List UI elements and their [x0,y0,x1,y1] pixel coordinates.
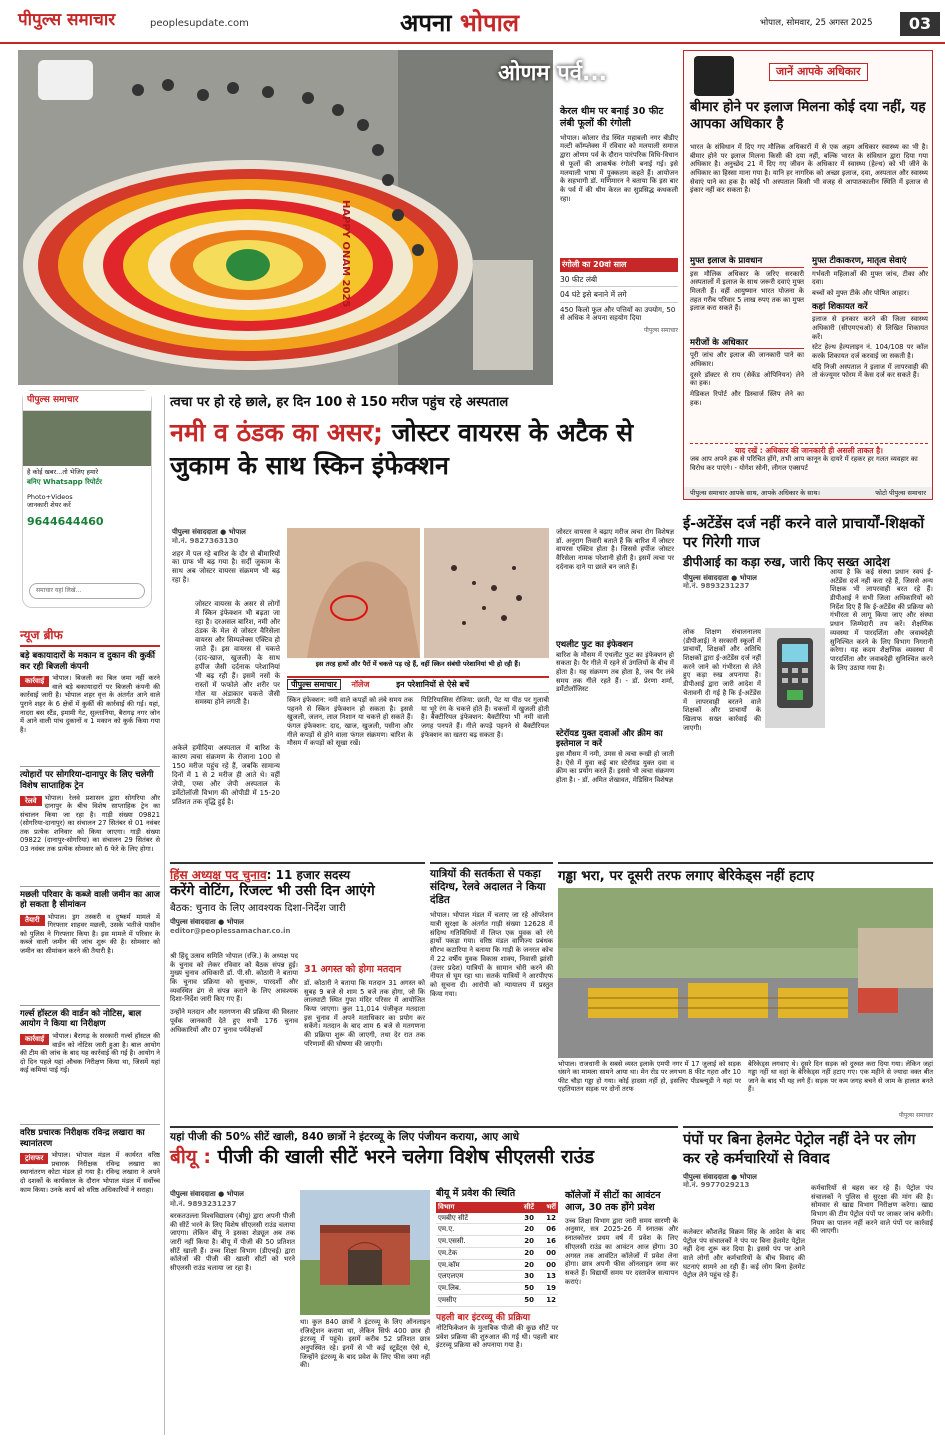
bu-table-cell: 50 [524,1295,534,1304]
ad-message-input[interactable]: समाचार यहां लिखें... [29,583,145,599]
zoster-photo-hand [287,528,420,658]
bu-table-cell: 16 [546,1237,556,1246]
ad-line2: बनिए Whatsapp रिपोर्टर [27,478,102,487]
election-kicker [170,868,425,883]
pothole-photo [558,888,933,1058]
rights-footer-right: फोटो पीपुल्स समाचार [875,489,926,497]
website-url[interactable]: peoplesupdate.com [150,18,249,29]
brief-n3-body: भोपाल। ड्रग तस्करी व दुष्कर्म मामले में गिरफ्तार शाहवर मछली, उसके भतीजे यासीन को पुलिस ने गिरफ्तार किया है। इस मामले में परिवार के कब्जे वाली जमीन की जांच शुरू की है। सोमवार को जमीन का सीमांकन करने की तैयारी है। [20,912,160,956]
onam-fact-title: रंगोली का 20वां साल [560,258,678,272]
bu-table-cell: एमसीए [438,1295,457,1304]
brief-n2-body: भोपाल। रेलवे प्रशासन द्वारा सोगरिया और दानापुर के बीच विशेष साप्ताहिक ट्रेन का संचालन किया जा रहा है। गाड़ी संख्या 09821 (सोगरिया-दानापुर) का संचालन 27 सितंबर से 01 नवंबर तक प्रत्येक शनिवार को किया जाएगा। गाड़ी संख्या 09822 (दानापुर-सोगरिया) का संचालन 29 सितंबर से 03 नवंबर तक प्रत्येक सोमवार को 6 फेरे के लिए होगा। [20,793,160,853]
bu-table-row [436,1236,558,1248]
ad-line1: है कोई खबर...तो भेजिए हमारे [27,468,99,477]
bu-table-row [436,1260,558,1272]
brief-n4-title: गर्ल्स हॉस्टल की वार्डन को नोटिस, बाल आयोग ने किया था निरीक्षण [20,1005,160,1030]
rights-headline: बीमार होने पर इलाज मिलना कोई दया नहीं, यह आपका अधिकार है [690,99,926,132]
onam-credit: पीपुल्स समाचार [643,327,678,334]
hand-illustration [287,528,420,658]
bu-table-cell: 00 [546,1260,556,1269]
railway-article [430,862,553,1122]
bu-table-h2: सीटें [523,1202,534,1211]
bu-table-cell: 06 [546,1225,556,1234]
rights-note [690,443,928,472]
onam-body: भोपाल। कोलार रोड स्थित महाबली नगर बीडीए मल्टी कॉम्प्लेक्स में रविवार को मलयाली समाज द्वारा ओणम पर्व के दौरान पारंपरिक विधि-विधान से फूलों की आकर्षक रंगोली बनाई गई। इसे मलयाली भाषा में पूक्कलम कहते हैं। आयोजन के सहभागी डॉ. मणिमारन ने बताया कि इस बार के पर्व में की थीम केरल का सुप्रसिद्ध कथकली रहा। [560,133,678,203]
brief-n4-body: भोपाल। बैरागढ़ के सरकारी गर्ल्स हॉस्टल की वार्डन को नोटिस जारी हुआ है। बाल आयोग की टीम की जांच के बाद यह कार्रवाई की गई है। आयोग ने दो दिन पहले यहां औचक निरीक्षण किया था, जिसमें यहां कई कमियां पाई गई। [20,1032,160,1075]
brief-n4-tag: कार्रवाई [20,1034,49,1045]
ad-phone[interactable]: 9644644460 [27,515,104,529]
masthead [0,0,945,44]
bu-table-row [436,1295,558,1307]
bu-table-cell: एम.एससी. [438,1237,466,1246]
bu-table-cell: 00 [546,1248,556,1257]
election-kicker-red: हिंस अध्यक्ष पद चुनाव [170,868,267,882]
bu-table-title: बीयू में प्रवेश की स्थिति [436,1188,516,1199]
brief-n1-title: बड़े बकायादारों के मकान व दुकान की कुर्की कर रही बिजली कंपनी [20,651,155,672]
attendance-photo [765,628,825,728]
bu-table-cell: एलएलएम [438,1272,464,1281]
infobox-left: स्किन इंफेक्शन: नमी वाले कपड़ों को लंबे समय तक पहनने से स्किन इंफेक्शन हो सकता है। इससे खुजली, जलन, लाल निशान या चकत्ते हो सकते हैं। फंगल इंफेक्शन: दाद, खाज, खुजली, पसीना और गीले कपड़ों से होने वाला फंगल संक्रमण। बारिश के मौसम में कपड़ों को सूखा रखें। [287,696,413,748]
bu-body-1: बरकतउल्ला विश्वविद्यालय (बीयू) द्वारा अपनी पीजी की सीटें भरने के लिए विशेष सीएलसी राउंड चलाया जाएगा। लेकिन बीयू ने इसका शेड्यूल अब तक जारी नहीं किया है। बीयू में पीजी की 50 प्रतिशत सीटें खाली हैं। उच्च शिक्षा विभाग (डीएचई) द्वारा कॉलेजों की पीजी की खाली सीटों को भरने सीएलसी राउंड चलाया जा रहा है। [170,1212,295,1273]
rights-footer-left: पीपुल्स समाचार आपके साथ, आपके अधिकार के साथ। [690,489,820,497]
brief-n3-title: मछली परिवार के कब्जे वाली जमीन का आज हो सकता है सीमांकन [20,886,160,911]
bu-table-row [436,1213,558,1225]
election-col1 [170,952,298,1122]
election-body-2: उन्होंने मतदान और मतगणना की प्रक्रिया की विस्तार पूर्वक जानकारी देते हुए सभी 176 चुनाव अधिकारियों और 07 चुनाव पर्यवेक्षकों [170,1008,298,1034]
rangoli-text: HAPPY ONAM 2025 [340,200,351,308]
infobox-header [287,678,549,693]
brief-n5 [20,1151,160,1271]
bu-table-cell: 30 [524,1213,534,1222]
railway-body: भोपाल। भोपाल मंडल में चलाए जा रहे ऑपरेशन यात्री सुरक्षा के अंतर्गत गाड़ी संख्या 12628 में संदिग्ध गतिविधियों में लिप्त एक युवक को रंगे हाथों पकड़ा गया। वरिष्ठ मंडल वाणिज्य प्रबंधक सौरभ कटारिया ने बताया कि गाड़ी के जनरल कोच में 22 वर्षीय युवक विकास शाक्य, निवासी झांसी (उत्तर प्रदेश) यात्रियों के सामान चोरी करने की नीयत से घूम रहा था। सतर्क यात्रियों ने आरपीएफ को सूचना दी। आरोपी को न्यायालय में प्रस्तुत किया गया। [430,911,553,998]
railway-headline: यात्रियों की सतर्कता से पकड़ा संदिग्ध, रेलवे अदालत ने किया दंडित [430,868,546,907]
rights-section-free [690,256,804,407]
attendance-body-2: आया है कि कई संस्था प्रधान स्वयं ई-अटेंडेंस दर्ज नहीं करा रहे हैं, जिससे अन्य शिक्षक भी लापरवाही बरत रहे हैं। डीपीआई ने सभी जिला अधिकारियों को निर्देश दिए हैं कि ई-अटेंडेंस की प्रक्रिया को गंभीरता से लागू किया जाए और संस्था प्रधान जिम्मेदारी तय करें। शैक्षणिक व्यवस्था में पारदर्शिता और जवाबदेही सुनिश्चित करने के लिए विभाग निगरानी करेगा। यह कदम शैक्षणिक व्यवस्था में पारदर्शिता और जवाबदेही सुनिश्चित करने के लिए उठाया गया है। [830,568,933,672]
rights-s2-item-1: पूरी जांच और इलाज की जानकारी पाने का अधिकार। [690,351,804,368]
rights-intro: भारत के संविधान में दिए गए मौलिक अधिकारों में से एक अहम अधिकार स्वास्थ्य का भी है। बीमार होने पर इलाज मिलना किसी की दया नहीं, बल्कि भारत के संविधान द्वारा दिया गया अधिकार है। अनुच्छेद 21 में दिए गए जीवन के अधिकार में स्वास्थ्य (हेल्थ) को भी जीने के अधिकार का हिस्सा माना गया है। यानि हर नागरिक को अच्छा इलाज, दवा, अस्पताल और स्वास्थ्य सेवाएं पाने का हक है। कोई भी अस्पताल किसी भी वजह से आपातकालीन स्थिति में इलाज से इंकार नहीं कर सकता है। [690,143,928,195]
rights-footer [684,487,932,499]
bu-table-body [436,1213,558,1307]
rights-s2-item-2: दूसरे डॉक्टर से राय (सेकेंड ओपिनियन) लेने का हक। [690,370,804,388]
rights-s2-item-3: मेडिकल रिपोर्ट और डिस्चार्ज स्लिप लेने का हक। [690,390,804,407]
pothole-article [558,862,933,1122]
bu-table-cell: 20 [524,1237,534,1246]
bu-headline-red: बीयू : [170,1146,212,1169]
onam-fact-2: 04 घंटे इसे बनाने में लगे [560,290,678,302]
attendance-byline: पीपुल्स संवाददाता ● भोपाल [683,573,757,582]
pothole-body-1: भोपाल। राजधानी के सबसे व्यस्त इलाके एमपी नगर में 17 जुलाई को सड़क धंसने का मामला सामने आया था। मेन रोड पर लगभग 8 फीट गहरा और 10 फीट चौड़ा गड्ढा हो गया। कोई हादसा नहीं हो, इसलिए पीडब्ल्यूडी ने यहां पर एहतियातन सड़क पर दोनों तरफ [558,1060,741,1094]
rights-s1-title: मुफ्त इलाज के प्रावधान [690,256,804,268]
bu-table-cell: 30 [524,1272,534,1281]
zoster-headline-red: नमी व ठंडक का असर; [170,418,384,448]
brief-n5-body: भोपाल। भोपाल मंडल में कार्यरत वरिष्ठ प्रचारक निरीक्षक रविन्द्र लखारा का स्थानांतरण कोटा मंडल हो गया है। रविन्द्र लखारा ने अपने दो दशकों के कार्यकाल के दौरान भोपाल मंडल में सर्वोच्च काम किया। उनके कार्य को वरिष्ठ अधिकारियों ने सराहा। [20,1151,160,1194]
election-body-1: श्री हिंदू उत्सव समिति भोपाल (रजि.) के अध्यक्ष पद के चुनाव को लेकर रविवार को बैठक संपन्न हुई। मुख्य चुनाव अधिकारी डॉ. पी.सी. कोठारी ने बताया कि चुनाव प्रक्रिया को सुचारू, पारदर्शी और व्यवस्थित ढंग से संपन्न कराने के लिए आवश्यक दिशा-निर्देश जारी किए गए हैं। [170,952,298,1004]
zoster-side-h1: एथलीट फुट का इंफेक्शन [556,640,634,650]
rights-s1-item: इस मौलिक अधिकार के जरिए सरकारी अस्पतालों में इलाज के साथ जरूरी दवाएं मुफ्त मिलती हैं। वहीं आयुष्मान भारत योजना के तहत गरीब परिवार 5 लाख रुपए तक का मुफ्त इलाज करा सकते हैं। [690,269,804,313]
bu-table-cell: एम.लिब. [438,1284,462,1293]
zoster-kicker: त्वचा पर हो रहे छाले, हर दिन 100 से 150 मरीज पहुंच रहे अस्पताल [170,395,509,410]
bu-table-cell: एम.ए. [438,1225,455,1234]
infobox-right: पिटिरियासिस रोजिया: छाती, पेट या पीठ पर गुलाबी या भूरे रंग के चकत्ते होते हैं। चकत्तों में खुजली होती है। बैक्टीरियल इंफेक्शन: बैक्टीरिया भी नमी वाली जगह पनपते हैं। गीले कपड़े पहनने से बैक्टीरियल इंफेक्शन का खतरा बढ़ सकता है। [421,696,549,739]
rights-tag: जानें आपके अधिकार [769,63,868,81]
attendance-col1 [683,628,761,858]
petrol-article [683,1126,933,1440]
bu-table-cell: 50 [524,1284,534,1293]
rights-s3-item-2: बच्चों को मुफ्त टीके और पोषित आहार। [812,289,910,297]
infobox-title: इन परेशानियों से ऐसे बचें [396,680,470,689]
newspaper-logo[interactable]: पीपुल्स समाचार [18,10,116,30]
section-title-b: भोपाल [459,9,520,37]
ad-photo [23,411,151,466]
rights-box [683,50,933,500]
zoster-side-intro: जोस्टर वायरस ने बढ़ाए मरीज त्वचा रोग विशेषज्ञ डॉ. अनुराग तिवारी बताते हैं कि बारिश में जोस्टर वायरस एक्टिव होता है। जिससे हर्पीज जोस्टर वैरिसेला नामक परेशानी होती है। इसमें त्वचा पर दर्दनाक दाने या छाले बन जाते हैं। [556,528,674,571]
petrol-body-2: कर्मचारियों से बहस कर रहे हैं। पेट्रोल पंप संचालकों ने पुलिस से सुरक्षा की मांग की है। सोमवार से खाद्य विभाग निरीक्षण करेगा। खाद्य विभाग की टीम पेट्रोल पंपों पर जाकर जांच करेगी। नियम का पालन नहीं करने वाले पंपों पर कार्रवाई की जाएगी। [811,1184,933,1236]
column-divider [164,395,165,1435]
onam-text [560,106,678,381]
zoster-side-h2: स्टेरॉयड युक्त दवाओं और क्रीम का इस्तेमाल न करें [556,728,663,750]
rights-s4-item-1: इलाज से इनकार करने की जिला स्वास्थ्य अधिकारी (सीएमएचओ) से लिखित शिकायत करें। [812,315,928,341]
brief-n5-tag: ट्रांसफर [20,1153,48,1164]
pothole-credit: पीपुल्स समाचार [898,1112,933,1119]
bu-table-h1: विभाग [438,1202,455,1211]
section-title [400,8,519,38]
attendance-headline: ई-अटेंडेंस दर्ज नहीं करने वाले प्राचार्यों-शिक्षकों पर गिरेगी गाज [683,516,925,551]
bu-byline: पीपुल्स संवाददाता ● भोपाल [170,1190,244,1198]
bu-article [170,1126,678,1440]
zoster-caption: इस तरह हाथों और पैरों में चकत्ते पड़ रहे हैं, वहीं स्किन संबंधी परेशानियां भी हो रही हैं। [315,660,521,668]
bu-table-cell: एम.कॉम [438,1260,460,1269]
news-brief [20,628,160,1438]
election-kicker-black: : 11 हजार सदस्य [266,868,351,882]
bu-body-3: नोटिफिकेशन के मुताबिक पीजी की कुछ सीटें पर प्रवेश प्रक्रिया की शुरुआत की गई थी। पहली बार इंटरव्यू प्रक्रिया को अपनाया गया है। [436,1323,558,1350]
section-title-a: अपना [400,9,460,37]
brief-n1-tag: कार्रवाई [20,676,49,687]
election-body-3: डॉ. कोठारी ने बताया कि मतदान 31 अगस्त को सुबह 9 बजे से शाम 5 बजे तक होगा, जो कि लालघाटी स्थित गुफा मंदिर परिसर में आयोजित किया जाएगा। कुल 11,014 पंजीकृत मतदाता इस चुनाव में अपने मताधिकार का प्रयोग कर सकेंगे। मतदान के बाद शाम 6 बजे से मतगणना की प्रक्रिया शुरू की जाएगी, तथा देर रात तक परिणामों की घोषणा की जाएगी। [304,979,425,1048]
onam-headline: केरल थीम पर बनाई 30 फीट लंबी फूलों की रंगोली [560,106,664,129]
bu-table-row [436,1248,558,1260]
zoster-headline [170,417,675,482]
election-headline: करेंगे वोटिंग, रिजल्ट भी उसी दिन आएंगे [170,883,375,899]
bu-headline [170,1146,678,1170]
zoster-mobile: मो.नं. 9827363130 [172,536,239,545]
brief-n3 [20,913,160,999]
bu-photo [300,1190,430,1315]
bu-table-cell: 12 [546,1295,556,1304]
attendance-col2 [830,568,933,858]
bu-table-cell: 19 [546,1284,556,1293]
petrol-body-1: कलेक्टर कौशलेंद्र विक्रम सिंह के आदेश के बाद पेट्रोल पंप संचालकों ने पंप पर बिना हेलमेट पेट्रोल नहीं देना शुरू कर दिया है। इससे पंप पर आने वाले लोगों और कर्मचारियों के बीच विवाद की घटनाएं सामने आ रही हैं। कई लोग बिना हेलमेट पेट्रोल लेने पहुंच रहे हैं। [683,1228,805,1280]
ad-line4: जानकारी शेयर करें [27,501,71,510]
election-sub: बैठक: चुनाव के लिए आवश्यक दिशा-निर्देश जारी [170,902,346,914]
onam-fact-1: 30 फीट लंबी [560,275,678,287]
election-sub2: 31 अगस्त को होगा मतदान [304,964,402,975]
rangoli-illustration [18,50,553,385]
brief-n1 [20,674,160,760]
zoster-photo-skin [424,528,549,658]
bu-table-row [436,1271,558,1283]
biometric-device-illustration [765,628,825,728]
brief-title: न्यूज ब्रीफ [20,628,160,647]
brief-n1-body: भोपाल। बिजली का बिल जमा नहीं करने वाले बड़े बकायादारों पर बिजली कंपनी की कार्रवाई जारी है। भोपाल शहर वृत्त के अंतर्गत आने वाले पुराने शहर के 6 क्षेत्रों में कुर्की की कार्रवाई की गई। यहां, नादरा बस स्टैंड, इमामी गेट, सुल्तानिया, बैरागढ़ नगर जोन में आने वाली पांच दुकानों व 1 मकान को कुर्क किया गया है। [20,674,160,734]
zoster-side [556,528,674,858]
fist-icon [694,56,734,96]
bu-table-row [436,1224,558,1236]
bu-table-cell: 20 [524,1248,534,1257]
rights-s3-item-1: गर्भवती महिलाओं की मुफ्त जांच, टीका और दवा। [812,269,928,287]
bu-table-cell: एम.टेक [438,1248,458,1257]
dateline: भोपाल, सोमवार, 25 अगस्त 2025 [760,18,873,28]
bu-kicker: यहां पीजी की 50% सीटें खाली, 840 छात्रों ने इंटरव्यू के लिए पंजीयन कराया, आए आधे [170,1131,520,1143]
zoster-body-col-b [172,744,280,858]
brief-n2-tag: रेलवे [20,796,42,807]
zoster-side-b1: बारिश के मौसम में एथलीट फुट का इंफेक्शन हो सकता है। पैर गीले में रहने से उंगलियों के बीच में होता है। यह संक्रमण तब होता है, जब पैर लंबे समय तक गीले रहते हैं। - डॉ. प्रेरणा शर्मा, डर्मेटोलॉजिस्ट [556,650,674,694]
rights-s3-title: मुफ्त टीकाकरण, मातृत्व सेवाएं [812,256,928,268]
skin-illustration [424,528,549,658]
bu-table-h3: भरीं [546,1202,556,1211]
pothole-headline: गड्ढा भरा, पर दूसरी तरफ लगाए बेरिकेड्स नहीं हटाए [558,868,815,884]
rights-note-title: याद रखें : अधिकार की जानकारी ही असली ताकत है। [735,446,883,455]
ad-logo: पीपुल्स समाचार [23,391,151,411]
brief-n3-tag: तैयारी [20,915,45,926]
bu-table-header [436,1202,558,1213]
attendance-mobile: मो.नं. 9893231237 [683,582,750,591]
election-email[interactable]: editor@peoplessamachar.co.in [170,926,291,935]
rights-s2-title: मरीजों के अधिकार [690,338,804,350]
college-article [565,1190,678,1427]
brief-n2-title: त्योहारों पर सोगरिया-दानापुर के लिए चलेगी विशेष साप्ताहिक ट्रेन [20,766,160,791]
rights-section-vaccine [812,256,928,380]
zoster-headline-black: जोस्टर वायरस के अटैक से जुकाम के साथ स्किन इंफेक्शन [170,418,634,480]
rights-s4-title: कहां शिकायत करें [812,302,928,314]
bu-table-cell: 20 [524,1225,534,1234]
onam-title: ओणम पर्व... [498,61,608,86]
zoster-infobox [287,676,549,856]
rights-s4-item-2: स्टेट हेल्थ हेल्पलाइन नं. 104/108 पर कॉल करके शिकायत दर्ज करवाई जा सकती है। [812,343,928,361]
road-barricade-illustration [558,888,933,1058]
bu-table-cell: 12 [546,1213,556,1222]
zoster-byline: पीपुल्स संवाददाता ● भोपाल [172,528,246,536]
petrol-mobile: मो.नं. 9977029213 [683,1181,750,1190]
rights-note-text: जब आप अपने हक से परिचित होंगे, तभी आप कानून के दायरे में रहकर हर गलत व्यवहार का विरोध कर पाएंगे। - योगेश सोनी, लीगल एक्सपर्ट [690,455,918,472]
onam-fact-3: 450 किलो फूल और पत्तियों का उपयोग, 50 से अधिक ने अपना सहयोग दिया [560,305,676,323]
zoster-body-3: अकेले हमीदिया अस्पताल में बारिश के कारण त्वचा संक्रमण के रोजाना 100 से 150 मरीज पहुंच रहे हैं, जबकि सामान्य दिनों में 1 से 2 मरीज ही आते थे। वहीं जेपी, एम्स और जेपी अस्पताल के डर्मेटोलॉजी विभाग की ओपीडी में 15-20 प्रतिशत तक वृद्धि हुई है। [172,744,280,806]
brief-n2 [20,794,160,880]
zoster-body-1: शहर में पल रहे बारिश के दौर से बीमारियों का ग्राफ भी बढ़ गया है। सर्दी जुकाम के साथ अब जोस्टर वायरस संक्रमण भी बढ़ रहा है। [172,549,280,585]
infobox-tag: नॉलेज [351,680,370,689]
bu-body-2: था। कुल 840 छात्रों ने इंटरव्यू के लिए ऑनलाइन रजिस्ट्रेशन कराया था, लेकिन सिर्फ 400 छात्र ही इंटरव्यू में पहुंचे। इसमें करीब 52 प्रतिशत छात्र अनुपस्थित रहे। इनमें से भी कई स्टूडेंट्स ऐसे थे, जिन्होंने इंटरव्यू के बाद प्रवेश के लिए फीस जमा नहीं की। [300,1318,430,1370]
bu-table-cell: एमबीए सीटें [438,1213,469,1222]
brief-n5-title: वरिष्ठ प्रचारक निरीक्षक रविन्द्र लखारा का स्थानांतरण [20,1124,160,1149]
bu-mobile: मो.नं. 9893231237 [170,1200,237,1208]
college-body: उच्च शिक्षा विभाग द्वारा जारी समय सारणी के अनुसार, सत्र 2025-26 में स्नातक और स्नातकोत्तर प्रथम वर्ष में प्रवेश के लिए सीएलसी राउंड का आवंटन आज होगा। 30 अगस्त तक आवंटित कॉलेजों में प्रवेश लेना होगा। छात्र अपनी फीस ऑनलाइन जमा कर सकते हैं। विद्यार्थी समय पर दस्तावेज सत्यापन कराएं। [565,1216,678,1286]
college-headline: कॉलेजों में सीटों का आवंटन आज, 30 तक होंगे प्रवेश [565,1190,661,1213]
whatsapp-ad[interactable] [22,390,152,608]
election-byline: पीपुल्स संवाददाता ● भोपाल [170,918,244,926]
ad-line3: Photo+Videos [27,493,73,502]
brief-n4 [20,1032,160,1118]
infobox-brand: पीपुल्स समाचार [287,679,341,690]
bu-table-cell: 20 [524,1260,534,1269]
bu-table [436,1188,558,1420]
page-number: 03 [900,12,940,36]
bu-headline-black: पीजी की खाली सीटें भरने चलेगा विशेष सीएलसी राउंड [217,1146,595,1169]
rights-s4-item-3: यदि निजी अस्पताल ने इलाज में लापरवाही की तो कंज्यूमर फोरम में केस दर्ज कर सकते हैं। [812,362,928,380]
pothole-body-2: बेरिकेड्स लगवाए थे। दूसरे दिन सड़क को दुरुस्त करा दिया गया। लेकिन जहां गड्ढा नहीं था वहां के बेरिकेड्स नहीं हटाए गए। एक महीने से ज्यादा वक्त बीत जाने के बाद भी यह लगे हैं। सड़क पर कम जगह बचने से जाम के हालात बनते हैं। [748,1060,933,1094]
bu-table-cell: 13 [546,1272,556,1281]
attendance-sub: डीपीआई का कड़ा रुख, जारी किए सख्त आदेश [683,554,890,569]
bu-table-row [436,1283,558,1295]
zoster-side-b2: इस मौसम में नमी, उमस से त्वचा रूखी हो जाती है। ऐसे में युवा कई बार स्टेरॉयड युक्त दवा व क्रीम का प्रयोग करते हैं। इससे भी त्वचा संक्रमण होता है। - डॉ. अमित शेखावत, मेडिसिन विशेषज्ञ [556,749,674,784]
attendance-body-1: लोक शिक्षण संचालनालय (डीपीआई) ने सरकारी स्कूलों में प्राचार्यों, शिक्षकों और अतिथि शिक्षकों द्वारा ई-अटेंडेंस दर्ज नहीं करने जाने को गंभीरता से लेते हुए कड़ा रुख अपनाया है। डीपीआई द्वारा जारी आदेश में चेतावनी दी गई है कि ई-अटेंडेंस में लापरवाही बरतने वाले शिक्षकों और प्राचार्यों के खिलाफ सख्त कार्रवाई की जाएगी। [683,628,761,732]
bu-sub2: पहली बार इंटरव्यू की प्रक्रिया [436,1312,531,1323]
petrol-byline: पीपुल्स संवाददाता ● भोपाल [683,1172,757,1181]
election-article [170,862,425,1122]
petrol-headline: पंपों पर बिना हेलमेट पेट्रोल नहीं देने पर लोग कर रहे कर्मचारियों से विवाद [683,1132,916,1167]
university-gate-illustration [300,1190,430,1315]
zoster-body-2: जोस्टर वायरस के असर से लोगों में स्किन इंफेक्शन भी बढ़ता जा रहा है। दरअसल बारिश, नमी और ठंडक के मेल से जोस्टर वैरिसेला वायरस और सिम्पलेक्स एक्टिव हो जाते हैं। इस वायरस से चकत्ते (दाद-खाज, खुजली) के साथ हर्पीज जैसी दर्दनाक परेशानियां भी बढ़ रही हैं। इसमें नसों के रास्तों में फफोले और शरीर पर गोल या अंडाकार चकत्ते जैसी समस्या होने लगती है। [195,600,280,707]
